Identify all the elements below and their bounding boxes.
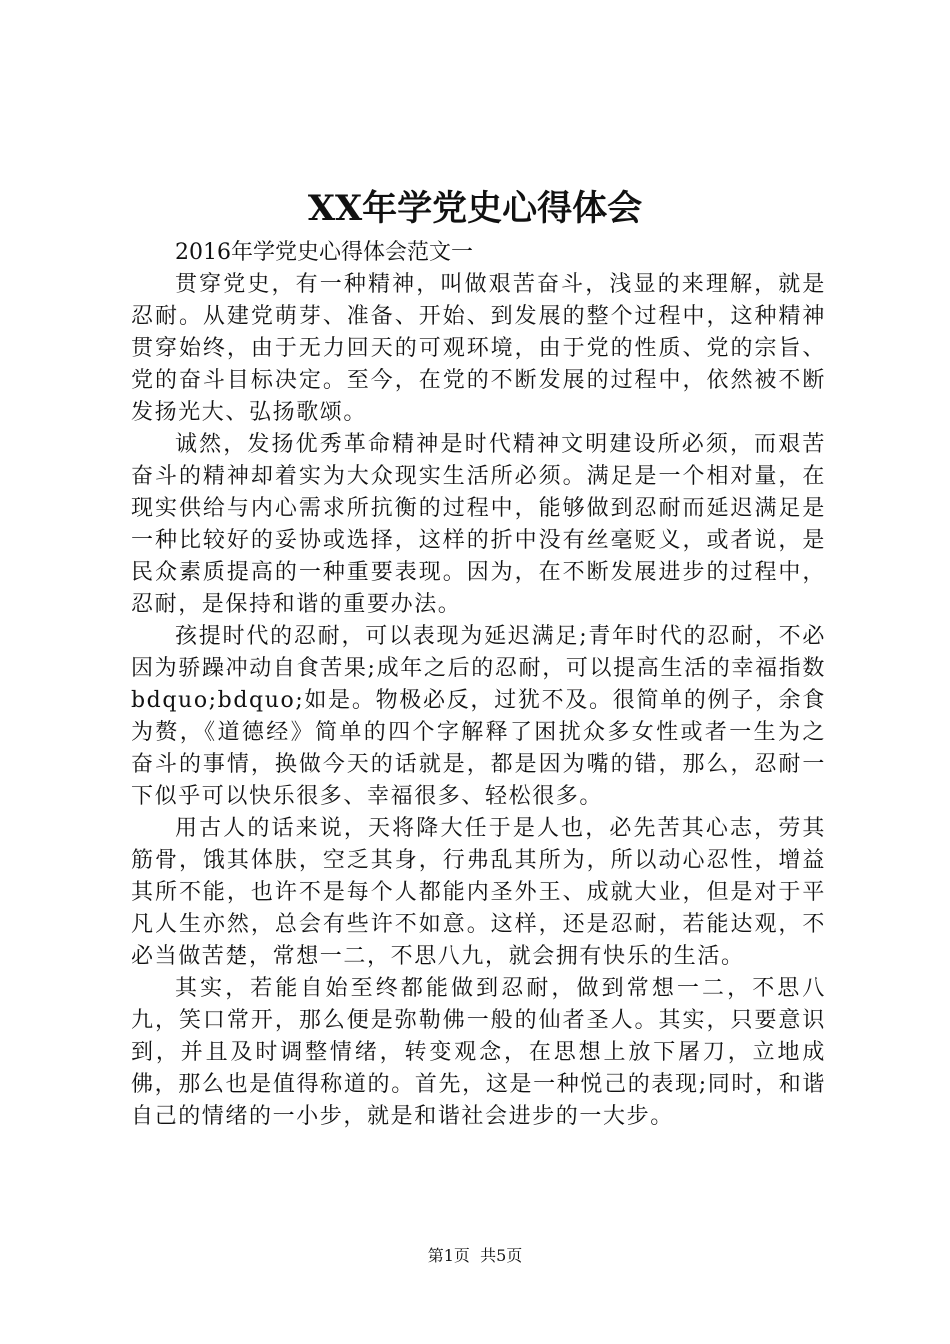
- section-subheading: 2016年学党史心得体会范文一: [175, 240, 473, 265]
- paragraph: 其实，若能自始至终都能做到忍耐，做到常想一二，不思八九，笑口常开，那么便是弥勒佛一般的仙者圣人。其实，只要意识到，并且及时调整情绪，转变观念，在思想上放下屠刀，立地成佛，那么也是值得称道的。首先，这是一种悦己的表现;同时，和谐自己的情绪的一小步，就是和谐社会进步的一大步。: [131, 976, 826, 1129]
- paragraph: 孩提时代的忍耐，可以表现为延迟满足;青年时代的忍耐，不必因为骄躁冲动自食苦果;成年之后的忍耐，可以提高生活的幸福指数bdquo;bdquo;如是。物极必反，过犹不及。很简单的例子，余食为赘，《道德经》简单的四个字解释了困扰众多女性或者一生为之奋斗的事情，换做今天的话就是，都是因为嘴的错，那么，忍耐一下似乎可以快乐很多、幸福很多、轻松很多。: [131, 624, 826, 809]
- document-body: [131, 237, 826, 1133]
- paragraph: 诚然，发扬优秀革命精神是时代精神文明建设所必须，而艰苦奋斗的精神却着实为大众现实生活所必须。满足是一个相对量，在现实供给与内心需求所抗衡的过程中，能够做到忍耐而延迟满足是一种比较好的妥协或选择，这样的折中没有丝毫贬义，或者说，是民众素质提高的一种重要表现。因为，在不断发展进步的过程中，忍耐，是保持和谐的重要办法。: [131, 432, 826, 617]
- document-title: XX年学党史心得体会: [307, 188, 643, 229]
- paragraph: 用古人的话来说，天将降大任于是人也，必先苦其心志，劳其筋骨，饿其体肤，空乏其身，行弗乱其所为，所以动心忍性，增益其所不能，也许不是每个人都能内圣外王、成就大业，但是对于平凡人生亦然，总会有些许不如意。这样，还是忍耐，若能达观，不必当做苦楚，常想一二，不思八九，就会拥有快乐的生活。: [131, 816, 826, 969]
- paragraph: 贯穿党史，有一种精神，叫做艰苦奋斗，浅显的来理解，就是忍耐。从建党萌芽、准备、开始、到发展的整个过程中，这种精神贯穿始终，由于无力回天的可观环境，由于党的性质、党的宗旨、党的奋斗目标决定。至今，在党的不断发展的过程中，依然被不断发扬光大、弘扬歌颂。: [131, 272, 826, 425]
- page-number-footer: 第1页 共5页: [427, 1246, 523, 1265]
